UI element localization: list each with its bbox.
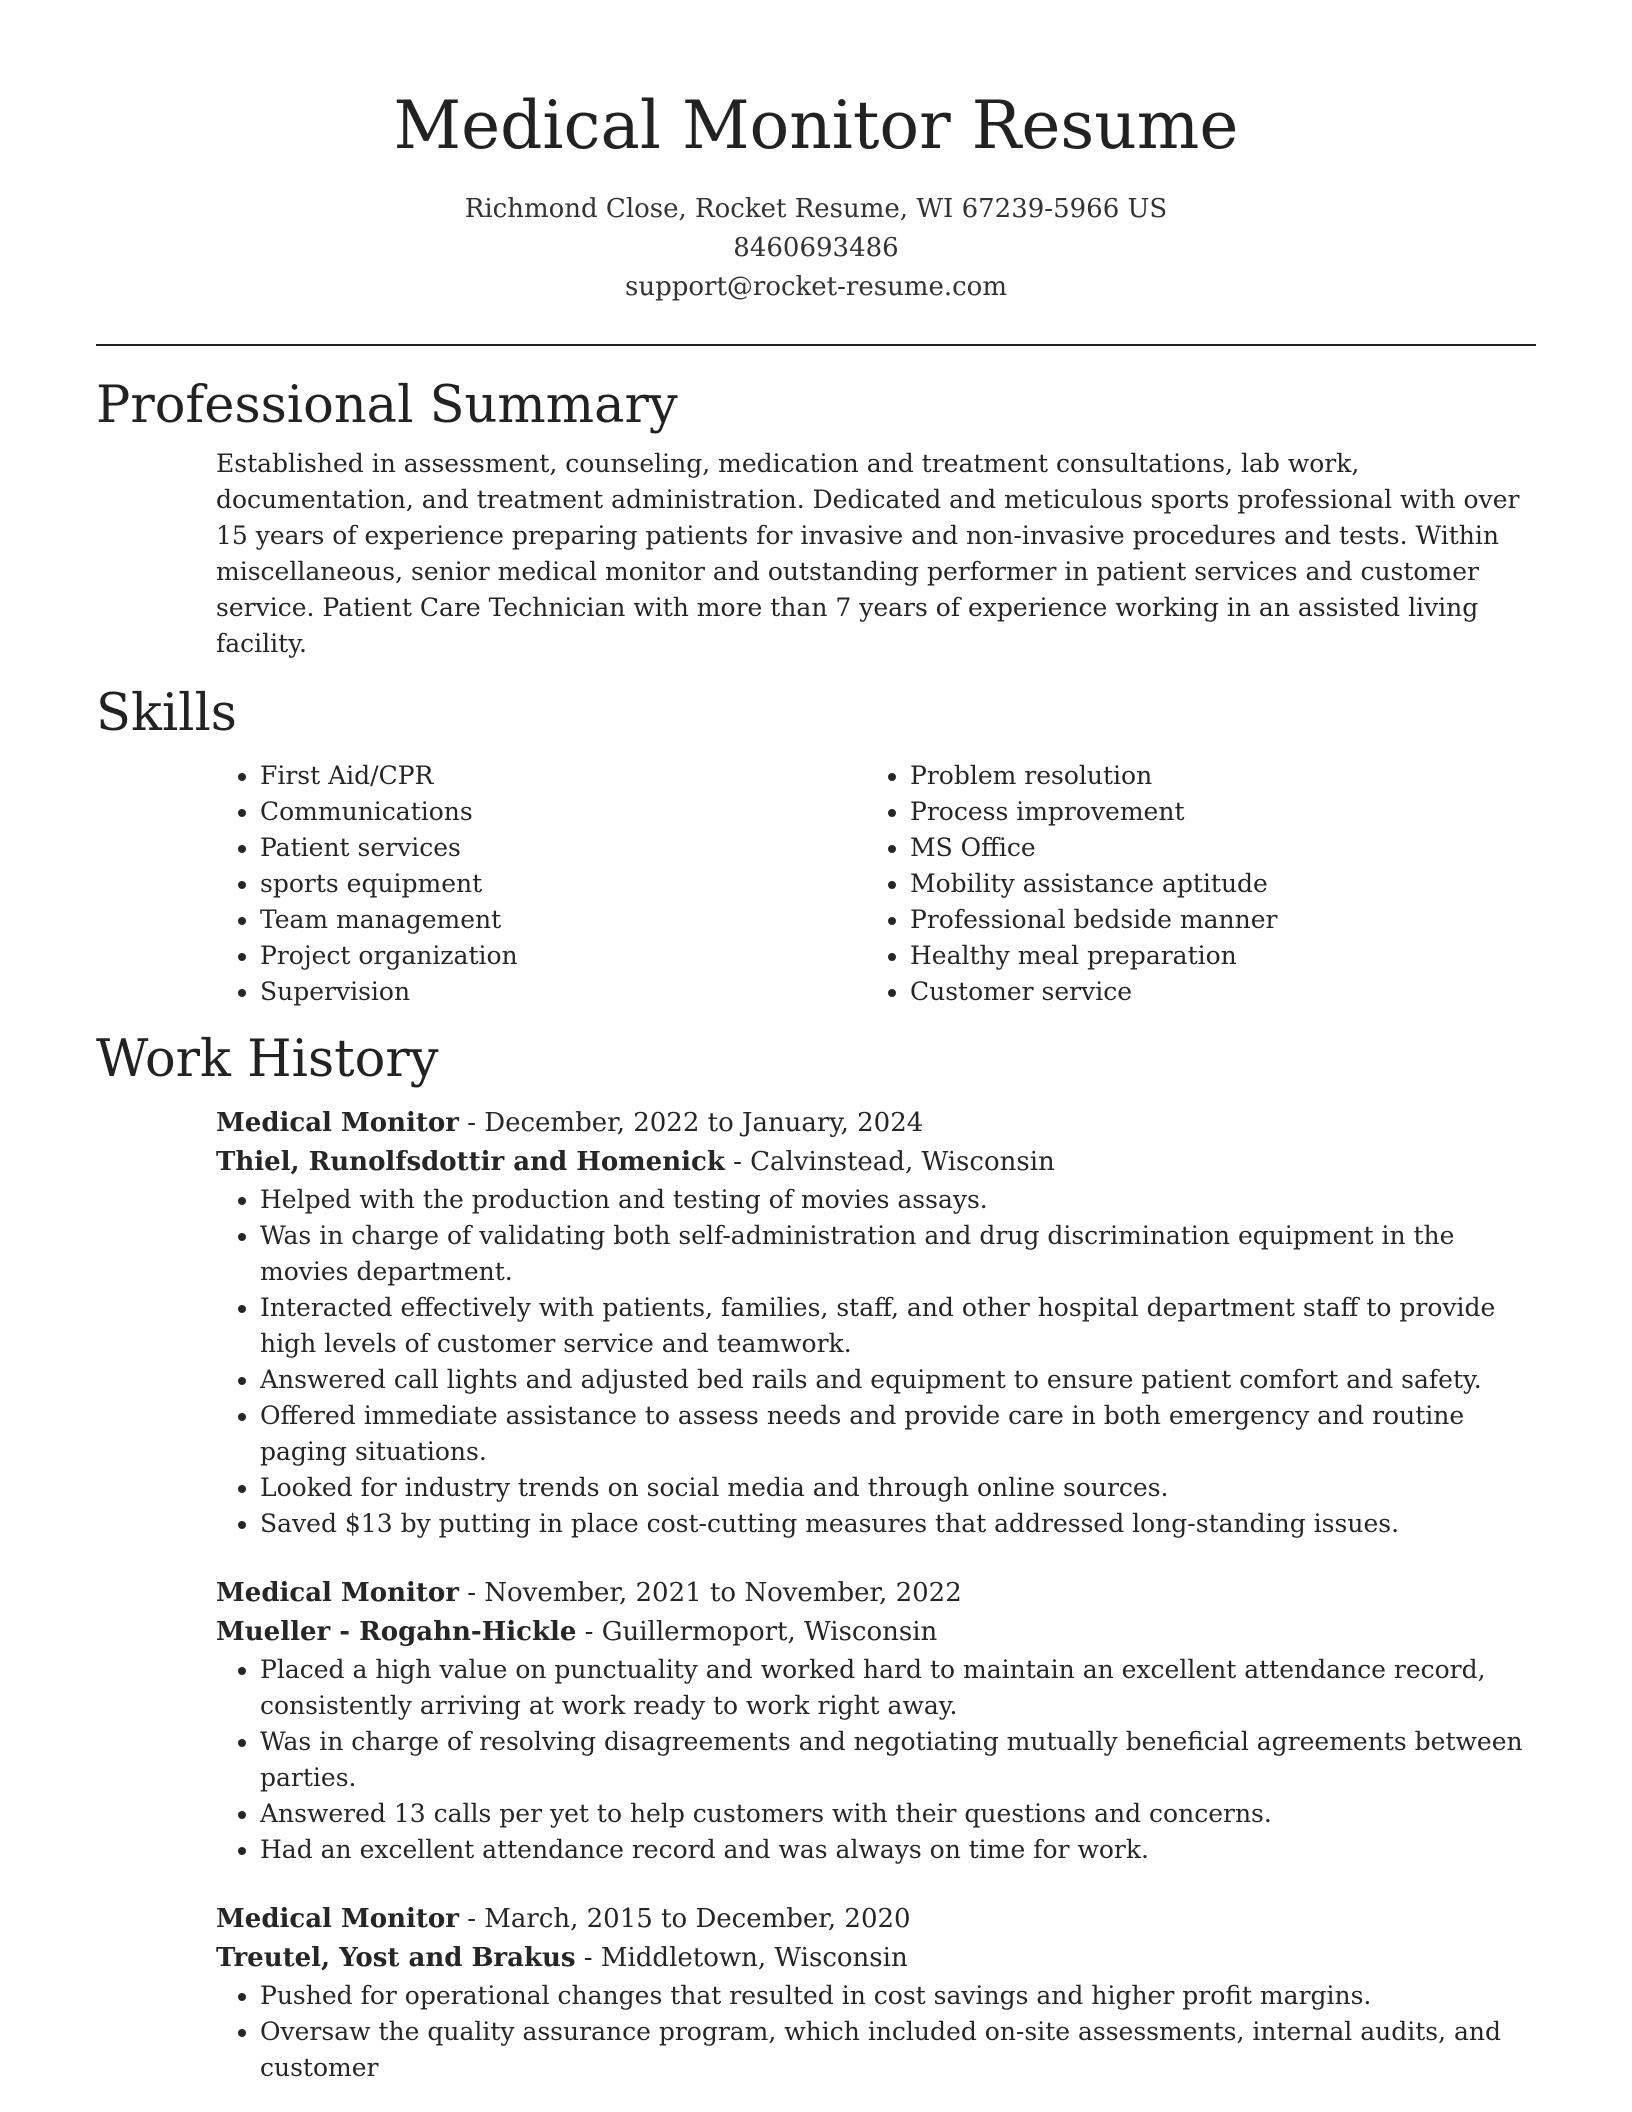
summary-heading: Professional Summary [96,376,678,435]
skill-item: • Patient services [260,830,866,866]
job-title-line [216,1104,1536,1143]
skills-section [216,758,1536,1010]
job-location: - Middletown, Wisconsin [575,1943,908,1973]
job-entry [216,1574,1536,1868]
job-company-line [216,1613,1536,1652]
contact-phone: 8460693486 [733,233,899,263]
skill-item: • Supervision [260,974,866,1010]
skill-item: • Communications [260,794,866,830]
skill-item: • Problem resolution [910,758,1516,794]
skill-item: • sports equipment [260,866,866,902]
skill-item: • Team management [260,902,866,938]
resume-header [96,0,1536,307]
skill-item: • First Aid/CPR [260,758,866,794]
resume-title: Medical Monitor Resume [393,87,1239,164]
skill-item: • Customer service [910,974,1516,1010]
job-bullet: • Saved $13 by putting in place cost-cutting measures that addressed long-standing issues. [260,1506,1536,1542]
job-bullet: • Had an excellent attendance record and was always on time for work. [260,1832,1536,1868]
skills-list-left [216,758,866,1010]
job-bullet: • Was in charge of validating both self-administration and drug discrimination equipment in the movies department. [260,1218,1536,1290]
job-bullet: • Interacted effectively with patients, families, staff, and other hospital department staff to provide high levels of customer service and teamwork. [260,1290,1536,1362]
job-bullet: • Answered call lights and adjusted bed rails and equipment to ensure patient comfort and safety. [260,1362,1536,1398]
skill-item: • Mobility assistance aptitude [910,866,1516,902]
job-bullet: • Was in charge of resolving disagreements and negotiating mutually beneficial agreements between parties. [260,1724,1536,1796]
skill-item: • Process improvement [910,794,1516,830]
job-entry [216,1900,1536,2086]
work-history-heading: Work History [96,1030,439,1089]
skill-item: • Project organization [260,938,866,974]
job-title-line [216,1574,1536,1613]
job-company-line [216,1939,1536,1978]
skills-column-left [216,758,866,1010]
job-bullet: • Oversaw the quality assurance program, which included on-site assessments, internal audits, and customer [260,2014,1536,2086]
job-company: Mueller - Rogahn-Hickle [216,1617,577,1647]
job-dates: - November, 2021 to November, 2022 [458,1578,962,1608]
skill-item: • MS Office [910,830,1516,866]
job-bullet: • Looked for industry trends on social media and through online sources. [260,1470,1536,1506]
skills-column-right [866,758,1516,1010]
job-dates: - December, 2022 to January, 2024 [458,1108,924,1138]
skills-list-right [866,758,1516,1010]
header-divider [96,344,1536,346]
skills-heading: Skills [96,684,237,743]
job-bullets [216,1978,1536,2086]
job-bullet: • Pushed for operational changes that resulted in cost savings and higher profit margins. [260,1978,1536,2014]
job-bullets [216,1652,1536,1868]
job-bullets [216,1182,1536,1542]
job-location: - Guillermoport, Wisconsin [576,1617,938,1647]
job-location: - Calvinstead, Wisconsin [724,1147,1055,1177]
job-entry [216,1104,1536,1542]
resume-page [96,0,1536,2086]
job-title: Medical Monitor [216,1904,459,1934]
contact-address: Richmond Close, Rocket Resume, WI 67239-5966 US [464,194,1168,224]
job-title: Medical Monitor [216,1578,459,1608]
job-title: Medical Monitor [216,1108,459,1138]
contact-email: support@rocket-resume.com [624,272,1007,302]
job-bullet: • Helped with the production and testing of movies assays. [260,1182,1536,1218]
summary-text: Established in assessment, counseling, medication and treatment consultations, lab work, documentation, and treatment administration. Dedicated and meticulous sports professional with over 15 years of experience preparing patients for invasive and non-invasive procedures and tests. Within miscellaneous, senior medical monitor and outstanding performer in patient services and customer service. Patient Care Technician with more than 7 years of experience working in an assisted living facility. [216,449,1520,658]
job-bullet: • Placed a high value on punctuality and worked hard to maintain an excellent attendance record, consistently arriving at work ready to work right away. [260,1652,1536,1724]
job-company: Thiel, Runolfsdottir and Homenick [216,1147,725,1177]
summary-section [216,446,1536,662]
skill-item: • Healthy meal preparation [910,938,1516,974]
contact-info [96,190,1536,307]
job-bullet: • Offered immediate assistance to assess needs and provide care in both emergency and routine paging situations. [260,1398,1536,1470]
work-history-section [216,1104,1536,2086]
job-company: Treutel, Yost and Brakus [216,1943,576,1973]
job-company-line [216,1143,1536,1182]
skill-item: • Professional bedside manner [910,902,1516,938]
job-title-line [216,1900,1536,1939]
job-bullet: • Answered 13 calls per yet to help customers with their questions and concerns. [260,1796,1536,1832]
job-dates: - March, 2015 to December, 2020 [458,1904,911,1934]
